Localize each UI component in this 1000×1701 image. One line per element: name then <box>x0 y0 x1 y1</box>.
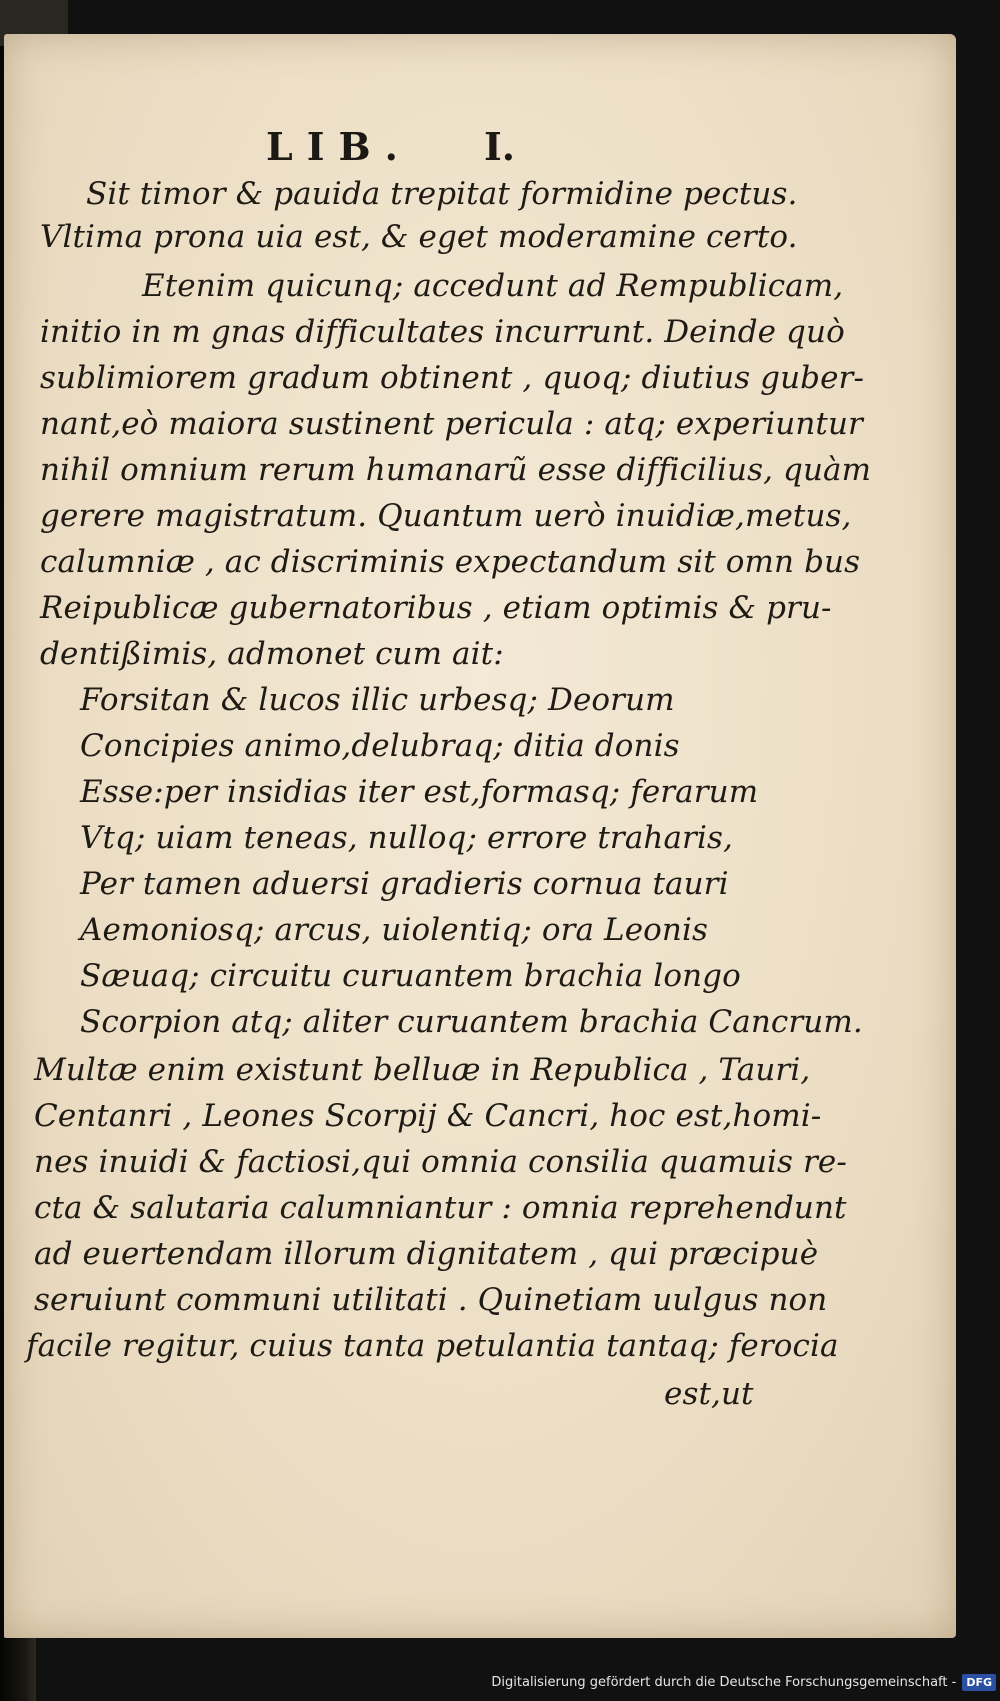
page-text <box>4 34 956 1638</box>
text-line: Vltima prona uia est, & eget moderamine certo. <box>40 219 798 255</box>
verse-line: Aemoniosq; arcus, uiolentiq; ora Leonis <box>80 912 709 948</box>
text-line: dentißimis, admonet cum ait: <box>40 636 504 672</box>
text-line: seruiunt communi utilitati . Quinetiam uulgus non <box>34 1282 828 1318</box>
verse-line: Per tamen aduersi gradieris cornua tauri <box>80 866 729 902</box>
header-book-number: I. <box>484 124 516 169</box>
text-line: nant,eò maiora sustinent pericula : atq; experiuntur <box>40 406 863 442</box>
verse-line: Vtq; uiam teneas, nulloq; errore traharis, <box>80 820 733 856</box>
text-line: initio in m gnas difficultates incurrunt. Deinde quò <box>40 314 845 350</box>
catchword: est,ut <box>664 1376 754 1412</box>
text-line: facile regitur, cuius tanta petulantia tantaq; ferocia <box>26 1328 839 1364</box>
text-line: Multæ enim existunt belluæ in Republica , Tauri, <box>34 1052 811 1088</box>
digitization-credit <box>491 1669 996 1695</box>
text-line: Sit timor & pauida trepitat formidine pectus. <box>86 176 798 212</box>
verse-line: Scorpion atq; aliter curuantem brachia Cancrum. <box>80 1004 863 1040</box>
text-line: nes inuidi & factiosi,qui omnia consilia quamuis re- <box>34 1144 847 1180</box>
text-line: Centanri , Leones Scorpij & Cancri, hoc est,homi- <box>34 1098 822 1134</box>
text-line: cta & salutaria calumniantur : omnia reprehendunt <box>34 1190 847 1226</box>
text-line: nihil omnium rerum humanarũ esse difficilius, quàm <box>40 452 872 488</box>
dfg-logo: DFG <box>962 1674 996 1691</box>
header-book-label: LIB. <box>266 124 412 169</box>
verse-line: Sæuaq; circuitu curuantem brachia longo <box>80 958 741 994</box>
text-line: Reipublicæ gubernatoribus , etiam optimis & pru- <box>40 590 832 626</box>
credit-text: Digitalisierung gefördert durch die Deutsche Forschungsgemeinschaft - <box>491 1674 957 1690</box>
text-line: calumniæ , ac discriminis expectandum sit omn bus <box>40 544 861 580</box>
text-line: sublimiorem gradum obtinent , quoq; diutius guber- <box>40 360 865 396</box>
text-line: ad euertendam illorum dignitatem , qui præcipuè <box>34 1236 819 1272</box>
verse-line: Forsitan & lucos illic urbesq; Deorum <box>80 682 675 718</box>
text-line: gerere magistratum. Quantum uerò inuidiæ,metus, <box>40 498 852 534</box>
verse-line: Concipies animo,delubraq; ditia donis <box>80 728 680 764</box>
book-page <box>4 34 956 1638</box>
verse-line: Esse:per insidias iter est,formasq; ferarum <box>80 774 759 810</box>
text-line: Etenim quicunq; accedunt ad Rempublicam, <box>142 268 844 304</box>
